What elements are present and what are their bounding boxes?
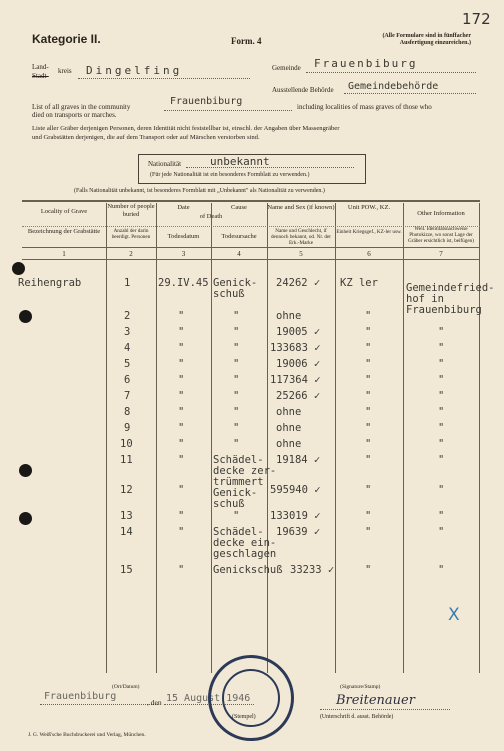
- gemeinde-rule: [306, 72, 476, 73]
- land-label: Land-: [32, 63, 49, 71]
- punch-hole: [19, 310, 32, 323]
- row-7-number: 7: [124, 390, 131, 402]
- row-9-date: ": [178, 422, 185, 434]
- col-header-unit: Unit POW., KZ.: [347, 204, 391, 211]
- row-1-cause: Genick- schuß: [213, 277, 258, 300]
- row-15-cause: Genickschuß: [213, 564, 283, 576]
- row-11-unit: ": [365, 454, 372, 466]
- row-14-cause: Schädel- decke ein- geschlagen: [213, 526, 277, 560]
- col-number: 2: [129, 250, 133, 258]
- punch-hole: [19, 464, 32, 477]
- kreis-value: Dingelfing: [86, 64, 183, 77]
- col-number: 5: [299, 250, 303, 258]
- gemeinde-label: Gemeinde: [272, 64, 301, 72]
- row-4-name: 133683 ✓: [270, 342, 321, 354]
- row-5-name: 19006 ✓: [276, 358, 321, 370]
- row-8-unit: ": [365, 406, 372, 418]
- stadt-label: Stadt-: [32, 72, 49, 80]
- graves-list-german-1: Liste aller Gräber derjenigen Personen, deren Identität nicht feststellbar ist, einschl. der Angaben über Massengräber: [32, 125, 340, 132]
- behoerde-value: Gemeindebehörde: [348, 81, 439, 92]
- behoerde-label: Ausstellende Behörde: [272, 86, 334, 94]
- row-2-other: ": [438, 326, 445, 338]
- row-8-number: 8: [124, 406, 131, 418]
- blue-x-mark: X: [448, 605, 460, 625]
- row-5-date: ": [178, 358, 185, 370]
- row-6-number: 6: [124, 374, 131, 386]
- nationality-value: unbekannt: [210, 155, 270, 168]
- row-5-unit: ": [365, 358, 372, 370]
- col-divider: [267, 203, 268, 673]
- col-divider: [335, 203, 336, 673]
- punch-hole: [19, 512, 32, 525]
- kategorie-title: Kategorie II.: [32, 32, 101, 46]
- row-1-number: 1: [124, 277, 131, 289]
- row-9-name: ohne: [276, 422, 302, 434]
- place-rule: [40, 704, 158, 705]
- col-divider: [403, 203, 404, 673]
- form-note-1: (Alle Formulare sind in fünffacher: [382, 33, 471, 39]
- row-3-name: 19005 ✓: [276, 326, 321, 338]
- row-1-locality: Reihengrab: [18, 277, 82, 289]
- row-9-unit: ": [365, 422, 372, 434]
- nationality-note: (Für jede Nationalität ist ein besonderes Formblatt zu verwenden.): [150, 172, 310, 178]
- official-stamp: [208, 655, 294, 741]
- row-4-number: 4: [124, 342, 131, 354]
- row-6-name: 117364 ✓: [270, 374, 321, 386]
- form-note-2: Ausfertigung einzureichen.): [399, 40, 471, 46]
- punch-hole: [12, 262, 25, 275]
- row-4-cause: ": [233, 342, 240, 354]
- row-13-unit: ": [365, 510, 372, 522]
- table-header-rule: [22, 247, 480, 248]
- row-2-number: 2: [124, 310, 131, 322]
- row-8-date: ": [178, 406, 185, 418]
- col-header-other-de: Weit. Identitätsnachweise Photokizze, wo sonst Lage der Gräber ersichtlich ist, beifügen): [408, 226, 474, 244]
- col-number: 7: [439, 250, 443, 258]
- row-1-other: Gemeindefried- hof in Frauenbiburg: [406, 282, 495, 316]
- row-3-unit: ": [365, 326, 372, 338]
- row-2-date: ": [178, 310, 185, 322]
- ort-datum-label: (Ort/Datum): [112, 684, 140, 690]
- graves-list-suffix: including localities of mass graves of those who: [297, 103, 432, 111]
- row-13-other: ": [438, 510, 445, 522]
- row-3-number: 3: [124, 326, 131, 338]
- row-11-other: ": [438, 454, 445, 466]
- row-10-cause: ": [233, 438, 240, 450]
- row-8-cause: ": [233, 406, 240, 418]
- signature-note: (Unterschrift d. ausst. Behörde): [320, 714, 394, 720]
- row-14-name: 19639 ✓: [276, 526, 321, 538]
- row-14-unit: ": [365, 526, 372, 538]
- kreis-rule: [78, 78, 250, 79]
- row-14-number: 14: [120, 526, 133, 538]
- row-10-number: 10: [120, 438, 133, 450]
- table-colnum-rule: [22, 259, 480, 260]
- footer-den: , den: [147, 698, 162, 707]
- col-header-name: Name and Sex (if known): [267, 204, 335, 211]
- row-7-other: ": [438, 390, 445, 402]
- row-14-other: ": [438, 526, 445, 538]
- row-15-date: ": [178, 564, 185, 576]
- col-number: 1: [62, 250, 66, 258]
- signature-stamp-label: (Signature/Stamp): [340, 684, 381, 690]
- graves-list-german-2: und Grabstätten derjenigen, die auf dem Transport oder auf Märschen verstorben sind.: [32, 134, 260, 141]
- nationality-label: Nationalität: [148, 160, 182, 168]
- row-5-other: ": [438, 358, 445, 370]
- row-15-number: 15: [120, 564, 133, 576]
- behoerde-rule: [344, 93, 476, 94]
- row-2-name: ohne: [276, 310, 302, 322]
- col-number: 4: [237, 250, 241, 258]
- row-3-date: ": [178, 326, 185, 338]
- col-header-locality-de: Bezeichnung der Grabstätte: [27, 228, 101, 235]
- signature-rule: [320, 709, 450, 710]
- col-header-name-de: Name und Geschlecht, if dennoch bekannt, od. Nr. der Erk.-Marke: [270, 228, 332, 246]
- row-6-other: ": [438, 374, 445, 386]
- row-15-other: ": [438, 564, 445, 576]
- page-number: 172: [462, 10, 491, 28]
- row-9-other: ": [438, 422, 445, 434]
- col-header-cause-de: Todesursache: [221, 233, 257, 240]
- row-9-cause: ": [233, 422, 240, 434]
- col-header-other: Other Information: [417, 210, 465, 217]
- row-13-name: 133019 ✓: [270, 510, 321, 522]
- row-8-other: ": [438, 406, 445, 418]
- row-14-date: ": [178, 526, 185, 538]
- col-divider: [211, 203, 212, 673]
- col-number: 6: [367, 250, 371, 258]
- row-12-name: 595940 ✓: [270, 484, 321, 496]
- row-12-unit: ": [365, 484, 372, 496]
- row-10-unit: ": [365, 438, 372, 450]
- row-7-name: 25266 ✓: [276, 390, 321, 402]
- col-number: 3: [181, 250, 186, 258]
- col-header-date-de: Todesdatum: [167, 233, 200, 240]
- row-7-date: ": [178, 390, 185, 402]
- row-6-date: ": [178, 374, 185, 386]
- col-divider: [479, 203, 480, 673]
- row-11-date: ": [178, 454, 185, 466]
- row-11-name: 19184 ✓: [276, 454, 321, 466]
- graves-list-prefix: List of all graves in the community: [32, 103, 131, 111]
- col-divider: [106, 203, 107, 673]
- graves-list-line2: died on transports or marches.: [32, 111, 117, 119]
- graves-list-community: Frauenbiburg: [170, 96, 243, 107]
- row-11-number: 11: [120, 454, 133, 466]
- col-header-cause: Cause: [231, 204, 247, 211]
- row-12-number: 12: [120, 484, 133, 496]
- community-rule: [164, 110, 292, 111]
- row-4-unit: ": [365, 342, 372, 354]
- row-1-date: 29.IV.45: [158, 277, 209, 289]
- printer-imprint: J. G. Weiß'sche Buchdruckerei und Verlag, München.: [28, 732, 146, 738]
- row-9-number: 9: [124, 422, 131, 434]
- footer-date: 15 August 1946: [166, 693, 251, 704]
- col-header-number-de: Anzahl der darin beerdigt. Personen: [111, 228, 151, 240]
- row-2-unit: ": [365, 310, 372, 322]
- row-15-unit: ": [365, 564, 372, 576]
- row-1-name: 24262 ✓: [276, 277, 321, 289]
- row-11-cause: Schädel- decke zer- trümmert: [213, 454, 277, 488]
- col-header-locality: Locality of Grave: [40, 208, 88, 215]
- kreis-label: kreis: [58, 67, 72, 75]
- form-number: Form. 4: [231, 36, 262, 46]
- col-header-unit-de: Einheit Kriegsgef., KZ-ler usw.: [336, 229, 402, 235]
- row-5-number: 5: [124, 358, 131, 370]
- row-10-other: ": [438, 438, 445, 450]
- row-4-other: ": [438, 342, 445, 354]
- row-7-unit: ": [365, 390, 372, 402]
- row-12-date: ": [178, 484, 185, 496]
- row-13-number: 13: [120, 510, 133, 522]
- signature: Breitenauer: [336, 693, 415, 708]
- col-header-number: Number of people buried: [107, 203, 155, 218]
- row-7-cause: ": [233, 390, 240, 402]
- col-divider: [156, 203, 157, 673]
- row-13-date: ": [178, 510, 185, 522]
- row-5-cause: ": [233, 358, 240, 370]
- gemeinde-value: Frauenbiburg: [314, 57, 418, 70]
- col-header-of-death: of Death: [199, 213, 223, 220]
- row-6-unit: ": [365, 374, 372, 386]
- row-13-cause: ": [233, 510, 240, 522]
- col-header-date: Date: [177, 204, 190, 211]
- row-12-other: ": [438, 484, 445, 496]
- row-1-unit: KZ ler: [340, 277, 378, 289]
- row-6-cause: ": [233, 374, 240, 386]
- row-12-cause: Genick- schuß: [213, 487, 258, 510]
- row-2-cause: ": [233, 310, 240, 322]
- row-15-name: 33233 ✓: [290, 564, 335, 576]
- row-3-cause: ": [233, 326, 240, 338]
- row-8-name: ohne: [276, 406, 302, 418]
- row-4-date: ": [178, 342, 185, 354]
- table-top-rule: [22, 200, 480, 202]
- row-10-name: ohne: [276, 438, 302, 450]
- nationality-unknown-note: (Falls Nationalität unbekannt, ist besonderes Formblatt mit „Unbekannt" als Nationalität zu verwenden.): [74, 188, 325, 194]
- row-10-date: ": [178, 438, 185, 450]
- stempel-label: (Stempel): [232, 714, 256, 720]
- footer-place: Frauenbiburg: [44, 691, 117, 702]
